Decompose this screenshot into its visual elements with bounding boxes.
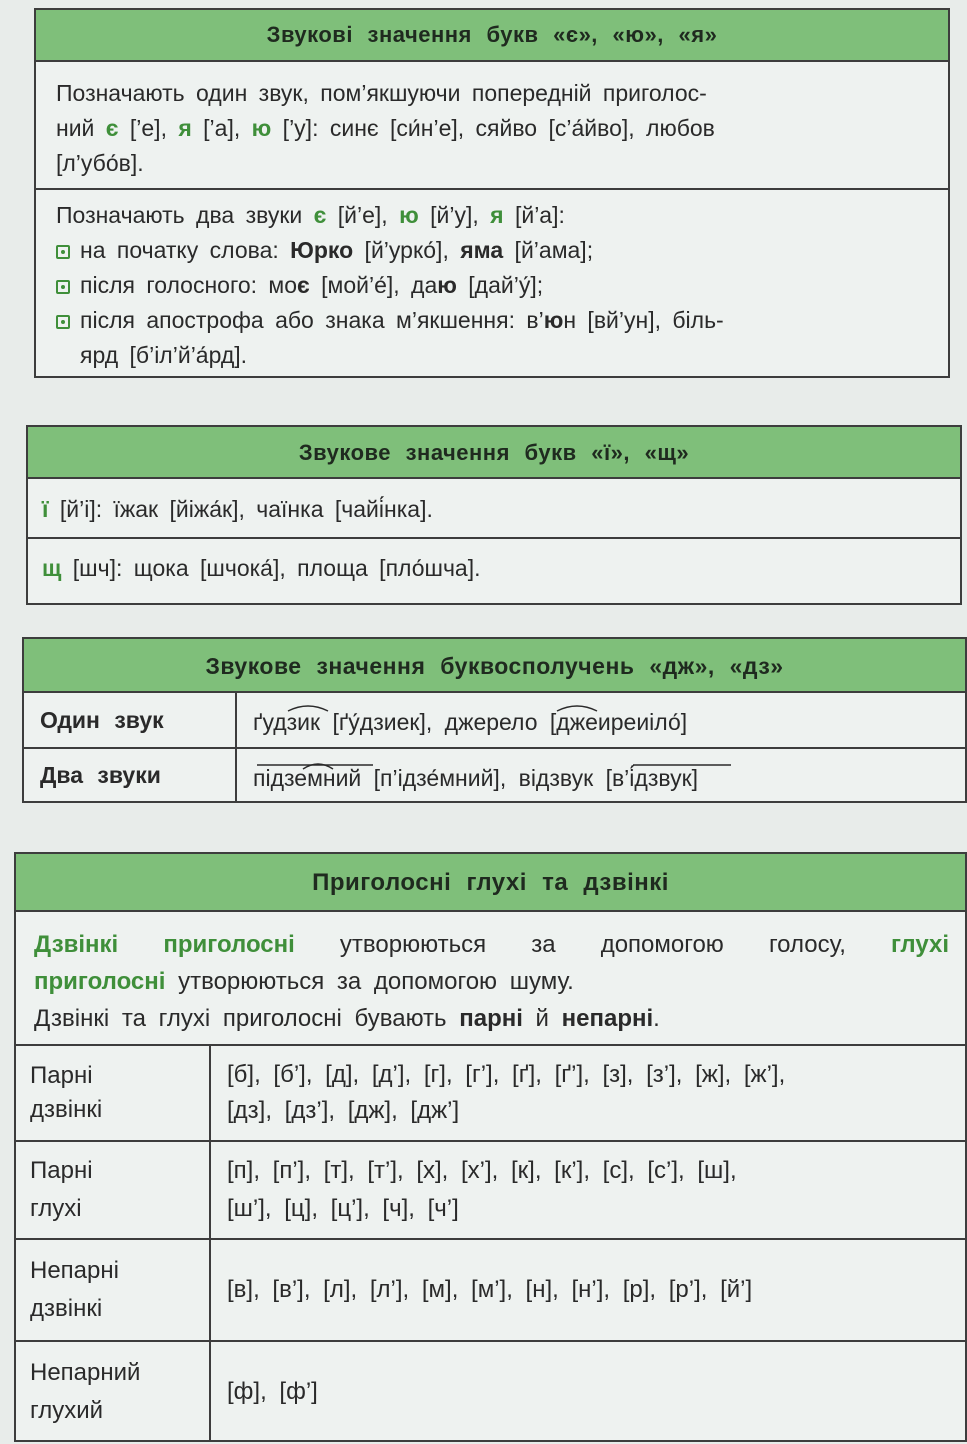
two-sounds-intro: Позначають два звуки є [й’е], ю [й’у], я [й’а]: xyxy=(56,202,565,228)
row-label: Парні дзвінкі xyxy=(16,1045,210,1141)
table-row xyxy=(24,692,965,748)
bullet-icon xyxy=(56,315,70,329)
consonants-table xyxy=(16,1044,965,1441)
dzh-dz-two-sounds-text xyxy=(253,759,893,793)
bullet-icon xyxy=(56,280,70,294)
shch-row: щ [шч]: щока [шчока́], площа [пло́шча]. xyxy=(42,555,481,581)
box-consonants-title: Приголосні глухі та дзвінкі xyxy=(16,854,965,912)
row-text: [ф], [ф’] xyxy=(210,1341,965,1441)
one-sound-section xyxy=(36,62,948,188)
row-label: Непарні дзвінкі xyxy=(16,1239,210,1341)
two-sounds-bullet-2: після голосного: моє [мой’е́], даю [дай’у́]; xyxy=(56,268,928,303)
two-sounds-section xyxy=(36,188,948,383)
dzh-dz-one-sound-text xyxy=(253,703,813,737)
row-label: Два звуки xyxy=(24,748,236,802)
row-label: Непарний глухий xyxy=(16,1341,210,1441)
consonants-intro: Дзвінкі приголосні утворюються за допомогою голосу, глухі приголосні утворюються за допомогою шуму. Дзвінкі та глухі приголосні бувають парні й непарні. xyxy=(34,931,949,1032)
row-text: [б], [б’], [д], [д’], [г], [г’], [ґ], [ґ’], [з], [з’], [ж], [ж’], [дз], [дз’], [дж], [дж’] xyxy=(210,1045,965,1141)
row-text-label: підземний [п’ідзе́мний], відзвук [в’і́дзвук] xyxy=(253,764,699,791)
dzh-dz-table xyxy=(24,691,965,802)
two-sounds-bullet-3-cont: ярд [б’іл’й’а́рд]. xyxy=(80,342,248,368)
table-row xyxy=(16,1141,965,1239)
row-label: Один звук xyxy=(24,692,236,748)
box-yi-shch xyxy=(26,425,962,605)
bullet-icon xyxy=(56,245,70,259)
two-sounds-bullet-3: після апострофа або знака м’якшення: в’юн [вй’ун], біль- xyxy=(56,303,928,338)
box-yeyuya xyxy=(34,8,950,378)
row-text: [в], [в’], [л], [л’], [м], [м’], [н], [н’], [р], [р’], [й’] xyxy=(210,1239,965,1341)
box-yi-shch-title: Звукове значення букв «ї», «щ» xyxy=(28,427,960,479)
box-consonants xyxy=(14,852,967,1442)
two-sounds-bullet-1: на початку слова: Юрко [й’урко́], яма [й’ама]; xyxy=(56,233,928,268)
table-row xyxy=(16,1045,965,1141)
row-text xyxy=(236,692,965,748)
box-dzh-dz-title: Звукове значення буквосполучень «дж», «дз» xyxy=(24,639,965,693)
yi-row: ї [й’і]: їжак [йіжа́к], чаїнка [чайі́нка]. xyxy=(28,479,960,539)
one-sound-line-2: ний є [’е], я [’а], ю [’у]: синє [си́н’е], сяйво [с’а́йво], любов xyxy=(56,115,715,141)
table-row xyxy=(24,748,965,802)
box-dzh-dz xyxy=(22,637,967,803)
one-sound-line-1: Позначають один звук, пом’якшуючи попередній приголос- xyxy=(56,80,707,106)
row-text: [п], [п’], [т], [т’], [х], [х’], [к], [к’], [с], [с’], [ш], [ш’], [ц], [ц’], [ч], [ч’] xyxy=(210,1141,965,1239)
row-text-label: ґудзик [ґу́дзиек], джерело [джеиреиiло́] xyxy=(253,709,688,735)
table-row xyxy=(16,1341,965,1441)
box-yeyuya-title: Звукові значення букв «є», «ю», «я» xyxy=(36,10,948,62)
one-sound-line-3: [л’убо́в]. xyxy=(56,150,144,176)
table-row xyxy=(16,1239,965,1341)
row-label: Парні глухі xyxy=(16,1141,210,1239)
row-text xyxy=(236,748,965,802)
